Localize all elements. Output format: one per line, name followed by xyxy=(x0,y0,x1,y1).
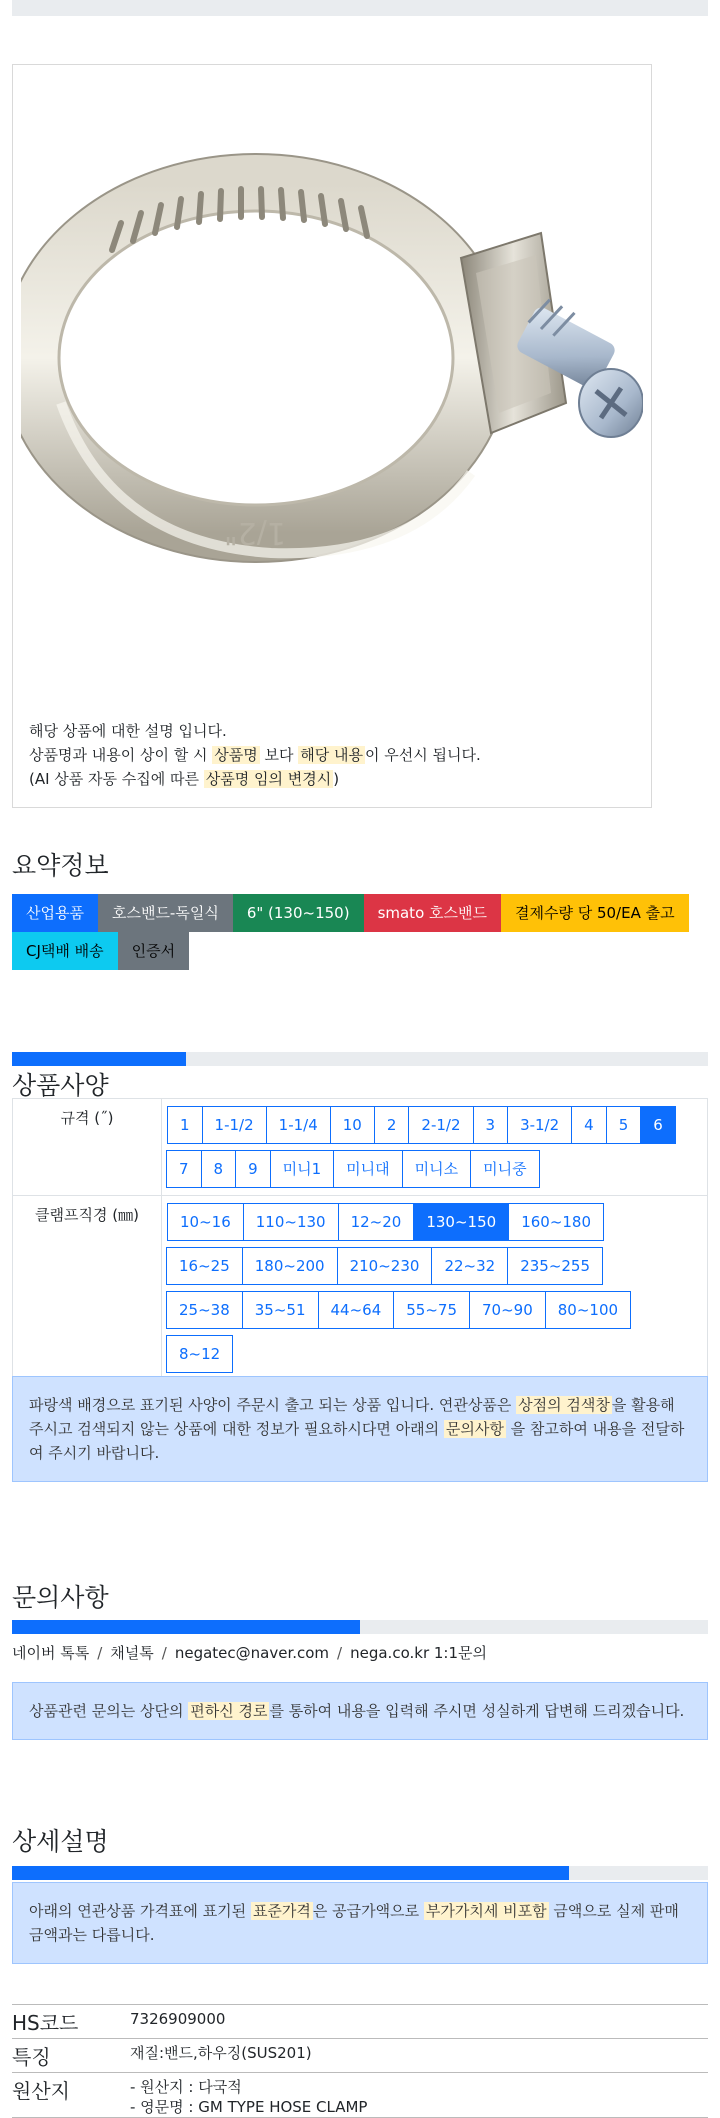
contact-separator: / xyxy=(97,1644,103,1662)
spec-option-button[interactable]: 4 xyxy=(571,1106,607,1144)
info-row xyxy=(12,2039,708,2073)
contact-separator: / xyxy=(337,1644,343,1662)
description-line-2: 상품명과 내용이 상이 할 시 상품명 보다 해당 내용 이 우선시 됩니다. xyxy=(29,746,481,764)
product-description xyxy=(29,719,481,791)
spec-option-button[interactable]: 235~255 xyxy=(507,1247,603,1285)
contact-link[interactable]: negatec@naver.com xyxy=(174,1644,330,1662)
svg-text:1/2": 1/2" xyxy=(223,515,286,550)
spec-option-button[interactable]: 6 xyxy=(640,1106,676,1144)
spec-option-button[interactable]: 5 xyxy=(606,1106,642,1144)
summary-badge: 산업용품 xyxy=(12,894,98,932)
spec-table xyxy=(12,1098,708,1381)
spec-option-button[interactable]: 3 xyxy=(473,1106,509,1144)
info-row xyxy=(12,2005,708,2039)
info-value xyxy=(130,2073,708,2117)
product-image-box xyxy=(12,64,652,808)
summary-badge: 호스밴드-독일식 xyxy=(98,894,233,932)
spec-note: 파랑색 배경으로 표기된 사양이 주문시 출고 되는 상품 입니다. 연관상품은 상점의 검색창 을 활용해 주시고 검색되지 않는 상품에 대한 정보가 필요하시다면 아래의 문의사항 을 참고하여 내용을 전달하여 주시기 바랍니다. xyxy=(12,1376,708,1482)
spec-option-button[interactable]: 110~130 xyxy=(243,1203,339,1241)
spec-option-button[interactable]: 7 xyxy=(166,1150,202,1188)
info-key: HS코드 xyxy=(12,2011,79,2035)
spec-option-button[interactable]: 미니중 xyxy=(470,1150,539,1188)
info-row xyxy=(12,2073,708,2118)
spec-option-button[interactable]: 9 xyxy=(235,1150,271,1188)
inquiry-note: 상품관련 문의는 상단의 편하신 경로 를 통하여 내용을 입력해 주시면 성실하게 답변해 드리겠습니다. xyxy=(12,1682,708,1740)
summary-badges xyxy=(12,894,712,970)
spec-option-button[interactable]: 10~16 xyxy=(167,1203,244,1241)
contact-separator: / xyxy=(161,1644,167,1662)
spec-option-button[interactable]: 미니1 xyxy=(270,1150,335,1188)
detail-progress-bar xyxy=(12,1866,708,1880)
summary-badge: smato 호스밴드 xyxy=(364,894,501,932)
summary-badge: 인증서 xyxy=(118,932,189,970)
info-value-line: 7326909000 xyxy=(130,2010,226,2028)
info-value-line: - 원산지 : 다국적 xyxy=(130,2078,242,2096)
description-line-3: (AI 상품 자동 수집에 따른 상품명 임의 변경시 ) xyxy=(29,770,340,788)
spec-options xyxy=(162,1099,708,1195)
inquiry-progress-bar xyxy=(12,1620,708,1634)
spec-option-button[interactable]: 1-1/2 xyxy=(202,1106,267,1144)
contact-link[interactable]: nega.co.kr 1:1문의 xyxy=(350,1644,487,1662)
spec-row xyxy=(12,1196,708,1381)
contact-link[interactable]: 채널톡 xyxy=(110,1644,154,1662)
summary-badge: CJ택배 배송 xyxy=(12,932,118,970)
summary-badge: 결제수량 당 50/EA 출고 xyxy=(501,894,689,932)
summary-title: 요약정보 xyxy=(12,851,109,880)
inquiry-title: 문의사항 xyxy=(12,1583,109,1612)
spec-option-button[interactable]: 1-1/4 xyxy=(266,1106,331,1144)
info-key: 원산지 xyxy=(12,2079,70,2103)
detail-title: 상세설명 xyxy=(12,1827,109,1856)
spec-option-button[interactable]: 55~75 xyxy=(393,1291,470,1329)
spec-option-button[interactable]: 70~90 xyxy=(469,1291,546,1329)
spec-option-button[interactable]: 130~150 xyxy=(413,1203,509,1241)
spec-option-button[interactable]: 8~12 xyxy=(166,1335,233,1373)
inquiry-progress-fill xyxy=(12,1620,360,1634)
spec-option-button[interactable]: 미니대 xyxy=(333,1150,402,1188)
spec-option-button[interactable]: 12~20 xyxy=(338,1203,415,1241)
spec-progress-fill xyxy=(12,1052,186,1066)
spec-row-label: 규격 (˝) xyxy=(12,1099,162,1195)
product-info-table xyxy=(12,2004,708,2118)
spec-option-button[interactable]: 8 xyxy=(201,1150,237,1188)
spec-row xyxy=(12,1099,708,1196)
spec-options xyxy=(162,1196,708,1380)
spec-row-label: 클램프직경 (㎜) xyxy=(12,1196,162,1380)
spec-option-button[interactable]: 16~25 xyxy=(166,1247,243,1285)
top-divider-bar xyxy=(12,0,708,16)
spec-progress-bar xyxy=(12,1052,708,1066)
spec-option-button[interactable]: 180~200 xyxy=(242,1247,338,1285)
description-line-1: 해당 상품에 대한 설명 입니다. xyxy=(29,722,227,740)
info-key: 특징 xyxy=(12,2045,51,2069)
spec-option-button[interactable]: 3-1/2 xyxy=(507,1106,572,1144)
spec-option-button[interactable]: 160~180 xyxy=(508,1203,604,1241)
contact-list xyxy=(12,1642,487,1663)
spec-option-button[interactable]: 2-1/2 xyxy=(408,1106,473,1144)
spec-title: 상품사양 xyxy=(12,1071,109,1100)
spec-option-button[interactable]: 22~32 xyxy=(431,1247,508,1285)
info-value xyxy=(130,2039,708,2072)
info-value xyxy=(130,2005,708,2038)
spec-option-button[interactable]: 10 xyxy=(330,1106,375,1144)
contact-link[interactable]: 네이버 톡톡 xyxy=(12,1644,90,1662)
spec-option-button[interactable]: 1 xyxy=(167,1106,203,1144)
detail-progress-fill xyxy=(12,1866,569,1880)
info-value-line: 재질:밴드,하우징(SUS201) xyxy=(130,2044,312,2062)
summary-badge: 6" (130~150) xyxy=(233,894,364,932)
spec-option-button[interactable]: 2 xyxy=(374,1106,410,1144)
spec-option-button[interactable]: 210~230 xyxy=(337,1247,433,1285)
info-value-line: - 영문명 : GM TYPE HOSE CLAMP xyxy=(130,2098,368,2116)
hose-clamp-image xyxy=(21,73,643,693)
spec-option-button[interactable]: 80~100 xyxy=(545,1291,631,1329)
spec-option-button[interactable]: 미니소 xyxy=(402,1150,471,1188)
spec-option-button[interactable]: 25~38 xyxy=(166,1291,243,1329)
detail-note: 아래의 연관상품 가격표에 표기된 표준가격 은 공급가액으로 부가가치세 비포함 금액으로 실제 판매금액과는 다릅니다. xyxy=(12,1882,708,1964)
spec-option-button[interactable]: 44~64 xyxy=(318,1291,395,1329)
spec-option-button[interactable]: 35~51 xyxy=(242,1291,319,1329)
